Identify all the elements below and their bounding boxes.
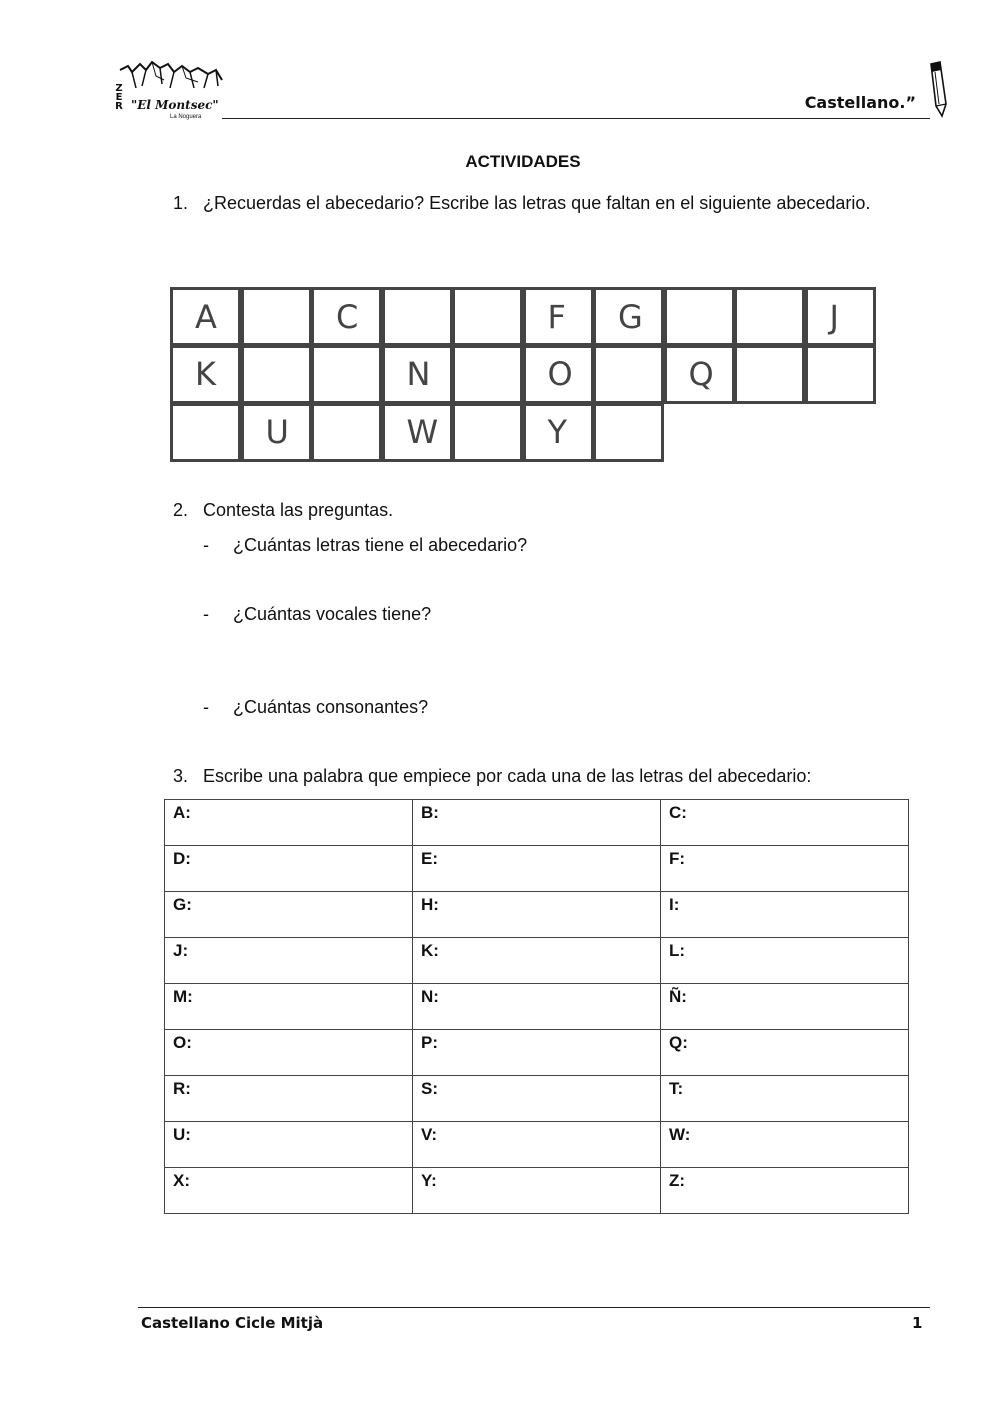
- word-cell[interactable]: O:: [165, 1030, 413, 1076]
- word-cell[interactable]: N:: [413, 984, 661, 1030]
- word-cell[interactable]: L:: [661, 938, 909, 984]
- question-1: [173, 185, 905, 221]
- table-row: [165, 1076, 909, 1122]
- table-row: [165, 1030, 909, 1076]
- word-cell[interactable]: Ñ:: [661, 984, 909, 1030]
- word-cell[interactable]: P:: [413, 1030, 661, 1076]
- alphabet-blank-cell[interactable]: [311, 403, 382, 462]
- alphabet-cell: W: [382, 403, 453, 462]
- word-cell[interactable]: H:: [413, 892, 661, 938]
- word-cell[interactable]: G:: [165, 892, 413, 938]
- logo-letter: E: [115, 92, 123, 103]
- table-row: [165, 1122, 909, 1168]
- alphabet-blank-cell[interactable]: [805, 345, 876, 404]
- word-cell[interactable]: K:: [413, 938, 661, 984]
- word-cell[interactable]: D:: [165, 846, 413, 892]
- word-cell[interactable]: J:: [165, 938, 413, 984]
- table-row: [165, 1168, 909, 1214]
- word-cell[interactable]: I:: [661, 892, 909, 938]
- question-number: 2.: [173, 500, 189, 520]
- alphabet-cell: J: [805, 287, 876, 346]
- dash: -: [203, 697, 209, 717]
- footer-rule: [138, 1307, 930, 1308]
- footer-subject: Castellano Cicle Mitjà: [141, 1314, 324, 1332]
- question-text: Escribe una palabra que empiece por cada una de las letras del abecedario:: [203, 766, 812, 786]
- word-cell[interactable]: X:: [165, 1168, 413, 1214]
- header-title: Castellano.”: [804, 93, 916, 112]
- alphabet-cell: F: [523, 287, 594, 346]
- alphabet-blank-cell[interactable]: [311, 345, 382, 404]
- alphabet-blank-cell[interactable]: [593, 403, 664, 462]
- alphabet-blank-cell[interactable]: [170, 403, 241, 462]
- alphabet-cell: N: [382, 345, 453, 404]
- logo-zer-letters: [113, 84, 125, 111]
- alphabet-grid: [170, 287, 881, 465]
- alphabet-cell: Q: [664, 345, 735, 404]
- word-cell[interactable]: T:: [661, 1076, 909, 1122]
- header-rule: [222, 118, 930, 119]
- table-row: [165, 892, 909, 938]
- question-number: 1.: [173, 193, 189, 213]
- table-row: [165, 938, 909, 984]
- question-number: 3.: [173, 766, 189, 786]
- word-cell[interactable]: Q:: [661, 1030, 909, 1076]
- alphabet-blank-cell[interactable]: [382, 287, 453, 346]
- alphabet-blank-cell[interactable]: [734, 345, 805, 404]
- alphabet-cell: O: [523, 345, 594, 404]
- word-table: [164, 799, 909, 1214]
- sub-question-text: ¿Cuántas vocales tiene?: [233, 604, 432, 624]
- table-row: [165, 846, 909, 892]
- sub-question-text: ¿Cuántas letras tiene el abecedario?: [233, 535, 528, 555]
- alphabet-blank-cell[interactable]: [734, 287, 805, 346]
- logo-subtitle: La Noguera: [170, 114, 202, 120]
- word-cell[interactable]: S:: [413, 1076, 661, 1122]
- alphabet-blank-cell[interactable]: [593, 345, 664, 404]
- dash: -: [203, 604, 209, 624]
- alphabet-blank-cell[interactable]: [241, 345, 312, 404]
- word-cell[interactable]: W:: [661, 1122, 909, 1168]
- word-cell[interactable]: F:: [661, 846, 909, 892]
- alphabet-blank-cell[interactable]: [664, 287, 735, 346]
- alphabet-cell: C: [311, 287, 382, 346]
- word-cell[interactable]: V:: [413, 1122, 661, 1168]
- table-row: [165, 800, 909, 846]
- alphabet-blank-cell[interactable]: [452, 403, 523, 462]
- alphabet-blank-cell[interactable]: [452, 287, 523, 346]
- alphabet-cell: U: [241, 403, 312, 462]
- logo-school-name: "El Montsec": [131, 98, 219, 112]
- sub-question-text: ¿Cuántas consonantes?: [233, 697, 429, 717]
- alphabet-cell: A: [170, 287, 241, 346]
- word-cell[interactable]: C:: [661, 800, 909, 846]
- logo-letter: R: [115, 101, 123, 112]
- alphabet-cell: K: [170, 345, 241, 404]
- word-cell[interactable]: Z:: [661, 1168, 909, 1214]
- alphabet-blank-cell[interactable]: [452, 345, 523, 404]
- word-cell[interactable]: R:: [165, 1076, 413, 1122]
- word-cell[interactable]: E:: [413, 846, 661, 892]
- word-cell[interactable]: Y:: [413, 1168, 661, 1214]
- dash: -: [203, 535, 209, 555]
- alphabet-cell: G: [593, 287, 664, 346]
- table-row: [165, 984, 909, 1030]
- pencil-icon: [926, 60, 950, 118]
- question-text: Contesta las preguntas.: [203, 500, 394, 520]
- word-cell[interactable]: U:: [165, 1122, 413, 1168]
- school-logo: [112, 58, 224, 128]
- question-text: ¿Recuerdas el abecedario? Escribe las letras que faltan en el siguiente abecedario.: [203, 193, 871, 213]
- word-cell[interactable]: A:: [165, 800, 413, 846]
- word-cell[interactable]: M:: [165, 984, 413, 1030]
- page-number: 1: [912, 1314, 923, 1332]
- activities-title: ACTIVIDADES: [465, 152, 581, 171]
- logo-letter: Z: [115, 83, 123, 94]
- word-cell[interactable]: B:: [413, 800, 661, 846]
- alphabet-blank-cell[interactable]: [241, 287, 312, 346]
- alphabet-cell: Y: [523, 403, 594, 462]
